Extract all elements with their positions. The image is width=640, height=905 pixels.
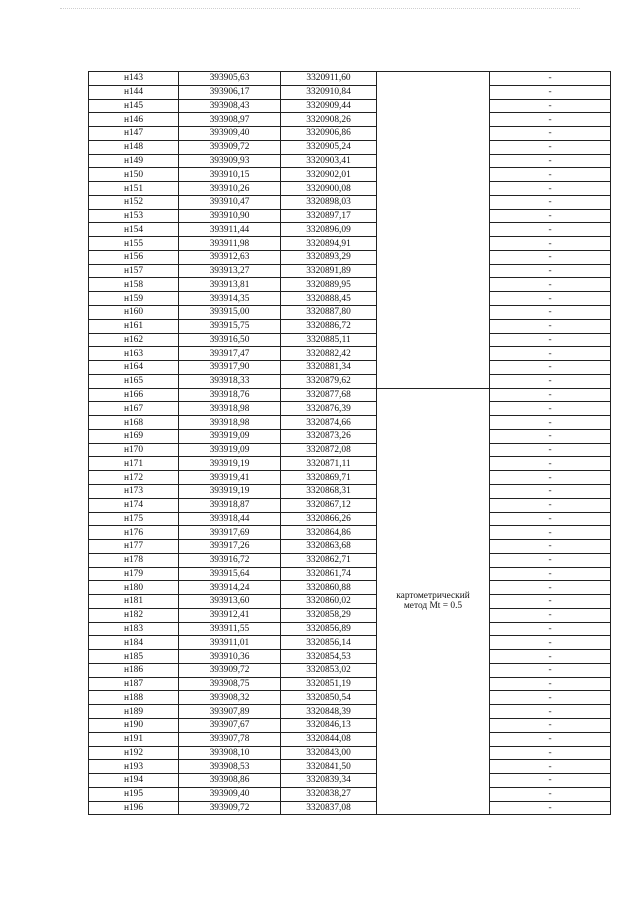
accuracy-cell: - (490, 429, 611, 443)
accuracy-cell: - (490, 705, 611, 719)
table-row (89, 182, 611, 196)
table-row (89, 732, 611, 746)
point-name-cell: н176 (89, 526, 179, 540)
accuracy-cell: - (490, 140, 611, 154)
table-row (89, 278, 611, 292)
y-coordinate-cell: 3320848,39 (281, 705, 377, 719)
accuracy-cell: - (490, 209, 611, 223)
accuracy-cell: - (490, 553, 611, 567)
x-coordinate-cell: 393919,41 (179, 471, 281, 485)
table-row (89, 746, 611, 760)
accuracy-cell: - (490, 787, 611, 801)
table-row (89, 223, 611, 237)
y-coordinate-cell: 3320903,41 (281, 154, 377, 168)
y-coordinate-cell: 3320838,27 (281, 787, 377, 801)
table-row (89, 195, 611, 209)
accuracy-cell: - (490, 388, 611, 402)
y-coordinate-cell: 3320861,74 (281, 567, 377, 581)
x-coordinate-cell: 393915,64 (179, 567, 281, 581)
accuracy-cell: - (490, 127, 611, 141)
method-cell (377, 72, 490, 389)
table-row (89, 622, 611, 636)
point-name-cell: н170 (89, 443, 179, 457)
table-row (89, 760, 611, 774)
table-row (89, 801, 611, 815)
y-coordinate-cell: 3320885,11 (281, 333, 377, 347)
x-coordinate-cell: 393919,19 (179, 484, 281, 498)
x-coordinate-cell: 393911,01 (179, 636, 281, 650)
x-coordinate-cell: 393919,09 (179, 429, 281, 443)
accuracy-cell: - (490, 402, 611, 416)
point-name-cell: н143 (89, 72, 179, 86)
y-coordinate-cell: 3320909,44 (281, 99, 377, 113)
x-coordinate-cell: 393916,72 (179, 553, 281, 567)
point-name-cell: н190 (89, 718, 179, 732)
table-row (89, 306, 611, 320)
point-name-cell: н165 (89, 374, 179, 388)
point-name-cell: н187 (89, 677, 179, 691)
y-coordinate-cell: 3320898,03 (281, 195, 377, 209)
x-coordinate-cell: 393918,76 (179, 388, 281, 402)
accuracy-cell: - (490, 333, 611, 347)
point-name-cell: н159 (89, 292, 179, 306)
point-name-cell: н150 (89, 168, 179, 182)
y-coordinate-cell: 3320887,80 (281, 306, 377, 320)
point-name-cell: н195 (89, 787, 179, 801)
y-coordinate-cell: 3320900,08 (281, 182, 377, 196)
point-name-cell: н172 (89, 471, 179, 485)
table-row (89, 292, 611, 306)
table-row (89, 388, 611, 402)
accuracy-cell: - (490, 264, 611, 278)
accuracy-cell: - (490, 622, 611, 636)
x-coordinate-cell: 393918,98 (179, 416, 281, 430)
table-row (89, 374, 611, 388)
y-coordinate-cell: 3320891,89 (281, 264, 377, 278)
accuracy-cell: - (490, 361, 611, 375)
accuracy-cell: - (490, 663, 611, 677)
accuracy-cell: - (490, 581, 611, 595)
x-coordinate-cell: 393914,35 (179, 292, 281, 306)
accuracy-cell: - (490, 292, 611, 306)
table-row (89, 636, 611, 650)
y-coordinate-cell: 3320886,72 (281, 319, 377, 333)
table-row (89, 484, 611, 498)
y-coordinate-cell: 3320906,86 (281, 127, 377, 141)
accuracy-cell: - (490, 195, 611, 209)
point-name-cell: н175 (89, 512, 179, 526)
table-row (89, 540, 611, 554)
point-name-cell: н189 (89, 705, 179, 719)
point-name-cell: н162 (89, 333, 179, 347)
accuracy-cell: - (490, 113, 611, 127)
y-coordinate-cell: 3320864,86 (281, 526, 377, 540)
x-coordinate-cell: 393919,09 (179, 443, 281, 457)
point-name-cell: н146 (89, 113, 179, 127)
x-coordinate-cell: 393908,10 (179, 746, 281, 760)
table-row (89, 498, 611, 512)
accuracy-cell: - (490, 99, 611, 113)
accuracy-cell: - (490, 471, 611, 485)
accuracy-cell: - (490, 237, 611, 251)
y-coordinate-cell: 3320866,26 (281, 512, 377, 526)
table-row (89, 140, 611, 154)
x-coordinate-cell: 393913,81 (179, 278, 281, 292)
x-coordinate-cell: 393914,24 (179, 581, 281, 595)
x-coordinate-cell: 393915,00 (179, 306, 281, 320)
accuracy-cell: - (490, 484, 611, 498)
y-coordinate-cell: 3320881,34 (281, 361, 377, 375)
point-name-cell: н154 (89, 223, 179, 237)
point-name-cell: н173 (89, 484, 179, 498)
y-coordinate-cell: 3320894,91 (281, 237, 377, 251)
x-coordinate-cell: 393909,72 (179, 663, 281, 677)
accuracy-cell: - (490, 416, 611, 430)
point-name-cell: н183 (89, 622, 179, 636)
y-coordinate-cell: 3320856,14 (281, 636, 377, 650)
accuracy-cell: - (490, 746, 611, 760)
accuracy-cell: - (490, 512, 611, 526)
y-coordinate-cell: 3320908,26 (281, 113, 377, 127)
table-row (89, 168, 611, 182)
point-name-cell: н192 (89, 746, 179, 760)
accuracy-cell: - (490, 374, 611, 388)
table-row (89, 718, 611, 732)
x-coordinate-cell: 393908,43 (179, 99, 281, 113)
table-row (89, 650, 611, 664)
accuracy-cell: - (490, 801, 611, 815)
x-coordinate-cell: 393909,40 (179, 127, 281, 141)
y-coordinate-cell: 3320911,60 (281, 72, 377, 86)
x-coordinate-cell: 393908,75 (179, 677, 281, 691)
y-coordinate-cell: 3320910,84 (281, 85, 377, 99)
point-name-cell: н164 (89, 361, 179, 375)
table-row (89, 787, 611, 801)
table-row (89, 361, 611, 375)
point-name-cell: н149 (89, 154, 179, 168)
point-name-cell: н144 (89, 85, 179, 99)
x-coordinate-cell: 393915,75 (179, 319, 281, 333)
y-coordinate-cell: 3320896,09 (281, 223, 377, 237)
x-coordinate-cell: 393919,19 (179, 457, 281, 471)
table-row (89, 567, 611, 581)
y-coordinate-cell: 3320889,95 (281, 278, 377, 292)
table-row (89, 99, 611, 113)
y-coordinate-cell: 3320905,24 (281, 140, 377, 154)
point-name-cell: н155 (89, 237, 179, 251)
accuracy-cell: - (490, 526, 611, 540)
point-name-cell: н194 (89, 774, 179, 788)
accuracy-cell: - (490, 250, 611, 264)
accuracy-cell: - (490, 677, 611, 691)
point-name-cell: н157 (89, 264, 179, 278)
table-row (89, 471, 611, 485)
y-coordinate-cell: 3320853,02 (281, 663, 377, 677)
point-name-cell: н181 (89, 595, 179, 609)
accuracy-cell: - (490, 182, 611, 196)
table-row (89, 595, 611, 609)
point-name-cell: н191 (89, 732, 179, 746)
point-name-cell: н180 (89, 581, 179, 595)
y-coordinate-cell: 3320858,29 (281, 608, 377, 622)
accuracy-cell: - (490, 278, 611, 292)
y-coordinate-cell: 3320851,19 (281, 677, 377, 691)
table-row (89, 319, 611, 333)
y-coordinate-cell: 3320872,08 (281, 443, 377, 457)
accuracy-cell: - (490, 457, 611, 471)
table-row (89, 402, 611, 416)
point-name-cell: н156 (89, 250, 179, 264)
y-coordinate-cell: 3320874,66 (281, 416, 377, 430)
point-name-cell: н151 (89, 182, 179, 196)
table-row (89, 663, 611, 677)
point-name-cell: н166 (89, 388, 179, 402)
accuracy-cell: - (490, 567, 611, 581)
point-name-cell: н179 (89, 567, 179, 581)
x-coordinate-cell: 393911,98 (179, 237, 281, 251)
table-row (89, 237, 611, 251)
accuracy-cell: - (490, 223, 611, 237)
x-coordinate-cell: 393908,97 (179, 113, 281, 127)
accuracy-cell: - (490, 774, 611, 788)
y-coordinate-cell: 3320839,34 (281, 774, 377, 788)
y-coordinate-cell: 3320868,31 (281, 484, 377, 498)
method-text-line: картометрический (396, 591, 470, 602)
method-text-line: метод Mt = 0.5 (403, 601, 463, 612)
y-coordinate-cell: 3320843,00 (281, 746, 377, 760)
point-name-cell: н148 (89, 140, 179, 154)
y-coordinate-cell: 3320893,29 (281, 250, 377, 264)
table-row (89, 429, 611, 443)
table-row (89, 113, 611, 127)
accuracy-cell: - (490, 443, 611, 457)
x-coordinate-cell: 393909,93 (179, 154, 281, 168)
point-name-cell: н188 (89, 691, 179, 705)
table-row (89, 127, 611, 141)
accuracy-cell: - (490, 732, 611, 746)
point-name-cell: н171 (89, 457, 179, 471)
table-row (89, 416, 611, 430)
table-row (89, 209, 611, 223)
accuracy-cell: - (490, 498, 611, 512)
table-row (89, 677, 611, 691)
table-row (89, 264, 611, 278)
accuracy-cell: - (490, 347, 611, 361)
x-coordinate-cell: 393909,40 (179, 787, 281, 801)
y-coordinate-cell: 3320902,01 (281, 168, 377, 182)
point-name-cell: н184 (89, 636, 179, 650)
point-name-cell: н168 (89, 416, 179, 430)
table-row (89, 457, 611, 471)
x-coordinate-cell: 393913,60 (179, 595, 281, 609)
y-coordinate-cell: 3320860,02 (281, 595, 377, 609)
x-coordinate-cell: 393912,41 (179, 608, 281, 622)
point-name-cell: н152 (89, 195, 179, 209)
x-coordinate-cell: 393909,72 (179, 140, 281, 154)
x-coordinate-cell: 393906,17 (179, 85, 281, 99)
point-name-cell: н163 (89, 347, 179, 361)
x-coordinate-cell: 393910,90 (179, 209, 281, 223)
accuracy-cell: - (490, 760, 611, 774)
y-coordinate-cell: 3320846,13 (281, 718, 377, 732)
x-coordinate-cell: 393912,63 (179, 250, 281, 264)
point-name-cell: н167 (89, 402, 179, 416)
x-coordinate-cell: 393905,63 (179, 72, 281, 86)
accuracy-cell: - (490, 168, 611, 182)
table-row (89, 581, 611, 595)
table-row (89, 154, 611, 168)
y-coordinate-cell: 3320877,68 (281, 388, 377, 402)
method-cell (377, 388, 490, 815)
y-coordinate-cell: 3320873,26 (281, 429, 377, 443)
point-name-cell: н169 (89, 429, 179, 443)
x-coordinate-cell: 393917,47 (179, 347, 281, 361)
x-coordinate-cell: 393908,86 (179, 774, 281, 788)
point-name-cell: н158 (89, 278, 179, 292)
table-row (89, 512, 611, 526)
point-name-cell: н177 (89, 540, 179, 554)
y-coordinate-cell: 3320844,08 (281, 732, 377, 746)
accuracy-cell: - (490, 85, 611, 99)
table-row (89, 85, 611, 99)
accuracy-cell: - (490, 718, 611, 732)
x-coordinate-cell: 393918,87 (179, 498, 281, 512)
point-name-cell: н145 (89, 99, 179, 113)
point-name-cell: н160 (89, 306, 179, 320)
accuracy-cell: - (490, 154, 611, 168)
point-name-cell: н196 (89, 801, 179, 815)
x-coordinate-cell: 393918,44 (179, 512, 281, 526)
y-coordinate-cell: 3320837,08 (281, 801, 377, 815)
table-row (89, 691, 611, 705)
x-coordinate-cell: 393918,33 (179, 374, 281, 388)
point-name-cell: н147 (89, 127, 179, 141)
accuracy-cell: - (490, 319, 611, 333)
y-coordinate-cell: 3320876,39 (281, 402, 377, 416)
point-name-cell: н182 (89, 608, 179, 622)
x-coordinate-cell: 393908,53 (179, 760, 281, 774)
accuracy-cell: - (490, 72, 611, 86)
table-row (89, 526, 611, 540)
point-name-cell: н185 (89, 650, 179, 664)
table-row (89, 443, 611, 457)
accuracy-cell: - (490, 650, 611, 664)
y-coordinate-cell: 3320879,62 (281, 374, 377, 388)
accuracy-cell: - (490, 636, 611, 650)
x-coordinate-cell: 393907,89 (179, 705, 281, 719)
y-coordinate-cell: 3320854,53 (281, 650, 377, 664)
table-row (89, 774, 611, 788)
y-coordinate-cell: 3320888,45 (281, 292, 377, 306)
point-name-cell: н186 (89, 663, 179, 677)
table-row (89, 72, 611, 86)
x-coordinate-cell: 393910,15 (179, 168, 281, 182)
y-coordinate-cell: 3320856,89 (281, 622, 377, 636)
point-name-cell: н153 (89, 209, 179, 223)
x-coordinate-cell: 393911,44 (179, 223, 281, 237)
table-row (89, 705, 611, 719)
x-coordinate-cell: 393917,90 (179, 361, 281, 375)
table-row (89, 250, 611, 264)
x-coordinate-cell: 393907,67 (179, 718, 281, 732)
x-coordinate-cell: 393917,69 (179, 526, 281, 540)
y-coordinate-cell: 3320862,71 (281, 553, 377, 567)
table-row (89, 333, 611, 347)
point-name-cell: н193 (89, 760, 179, 774)
y-coordinate-cell: 3320860,88 (281, 581, 377, 595)
y-coordinate-cell: 3320850,54 (281, 691, 377, 705)
point-name-cell: н174 (89, 498, 179, 512)
y-coordinate-cell: 3320841,50 (281, 760, 377, 774)
x-coordinate-cell: 393910,36 (179, 650, 281, 664)
scan-artifact-line (60, 8, 580, 12)
coordinates-table (88, 71, 611, 815)
x-coordinate-cell: 393913,27 (179, 264, 281, 278)
y-coordinate-cell: 3320897,17 (281, 209, 377, 223)
coordinates-table-body (89, 72, 611, 815)
accuracy-cell: - (490, 306, 611, 320)
y-coordinate-cell: 3320863,68 (281, 540, 377, 554)
table-row (89, 608, 611, 622)
accuracy-cell: - (490, 540, 611, 554)
table-row (89, 553, 611, 567)
point-name-cell: н161 (89, 319, 179, 333)
accuracy-cell: - (490, 595, 611, 609)
x-coordinate-cell: 393918,98 (179, 402, 281, 416)
table-row (89, 347, 611, 361)
x-coordinate-cell: 393907,78 (179, 732, 281, 746)
x-coordinate-cell: 393910,26 (179, 182, 281, 196)
x-coordinate-cell: 393910,47 (179, 195, 281, 209)
accuracy-cell: - (490, 691, 611, 705)
y-coordinate-cell: 3320869,71 (281, 471, 377, 485)
accuracy-cell: - (490, 608, 611, 622)
x-coordinate-cell: 393917,26 (179, 540, 281, 554)
x-coordinate-cell: 393909,72 (179, 801, 281, 815)
x-coordinate-cell: 393916,50 (179, 333, 281, 347)
y-coordinate-cell: 3320867,12 (281, 498, 377, 512)
point-name-cell: н178 (89, 553, 179, 567)
x-coordinate-cell: 393911,55 (179, 622, 281, 636)
y-coordinate-cell: 3320871,11 (281, 457, 377, 471)
y-coordinate-cell: 3320882,42 (281, 347, 377, 361)
x-coordinate-cell: 393908,32 (179, 691, 281, 705)
